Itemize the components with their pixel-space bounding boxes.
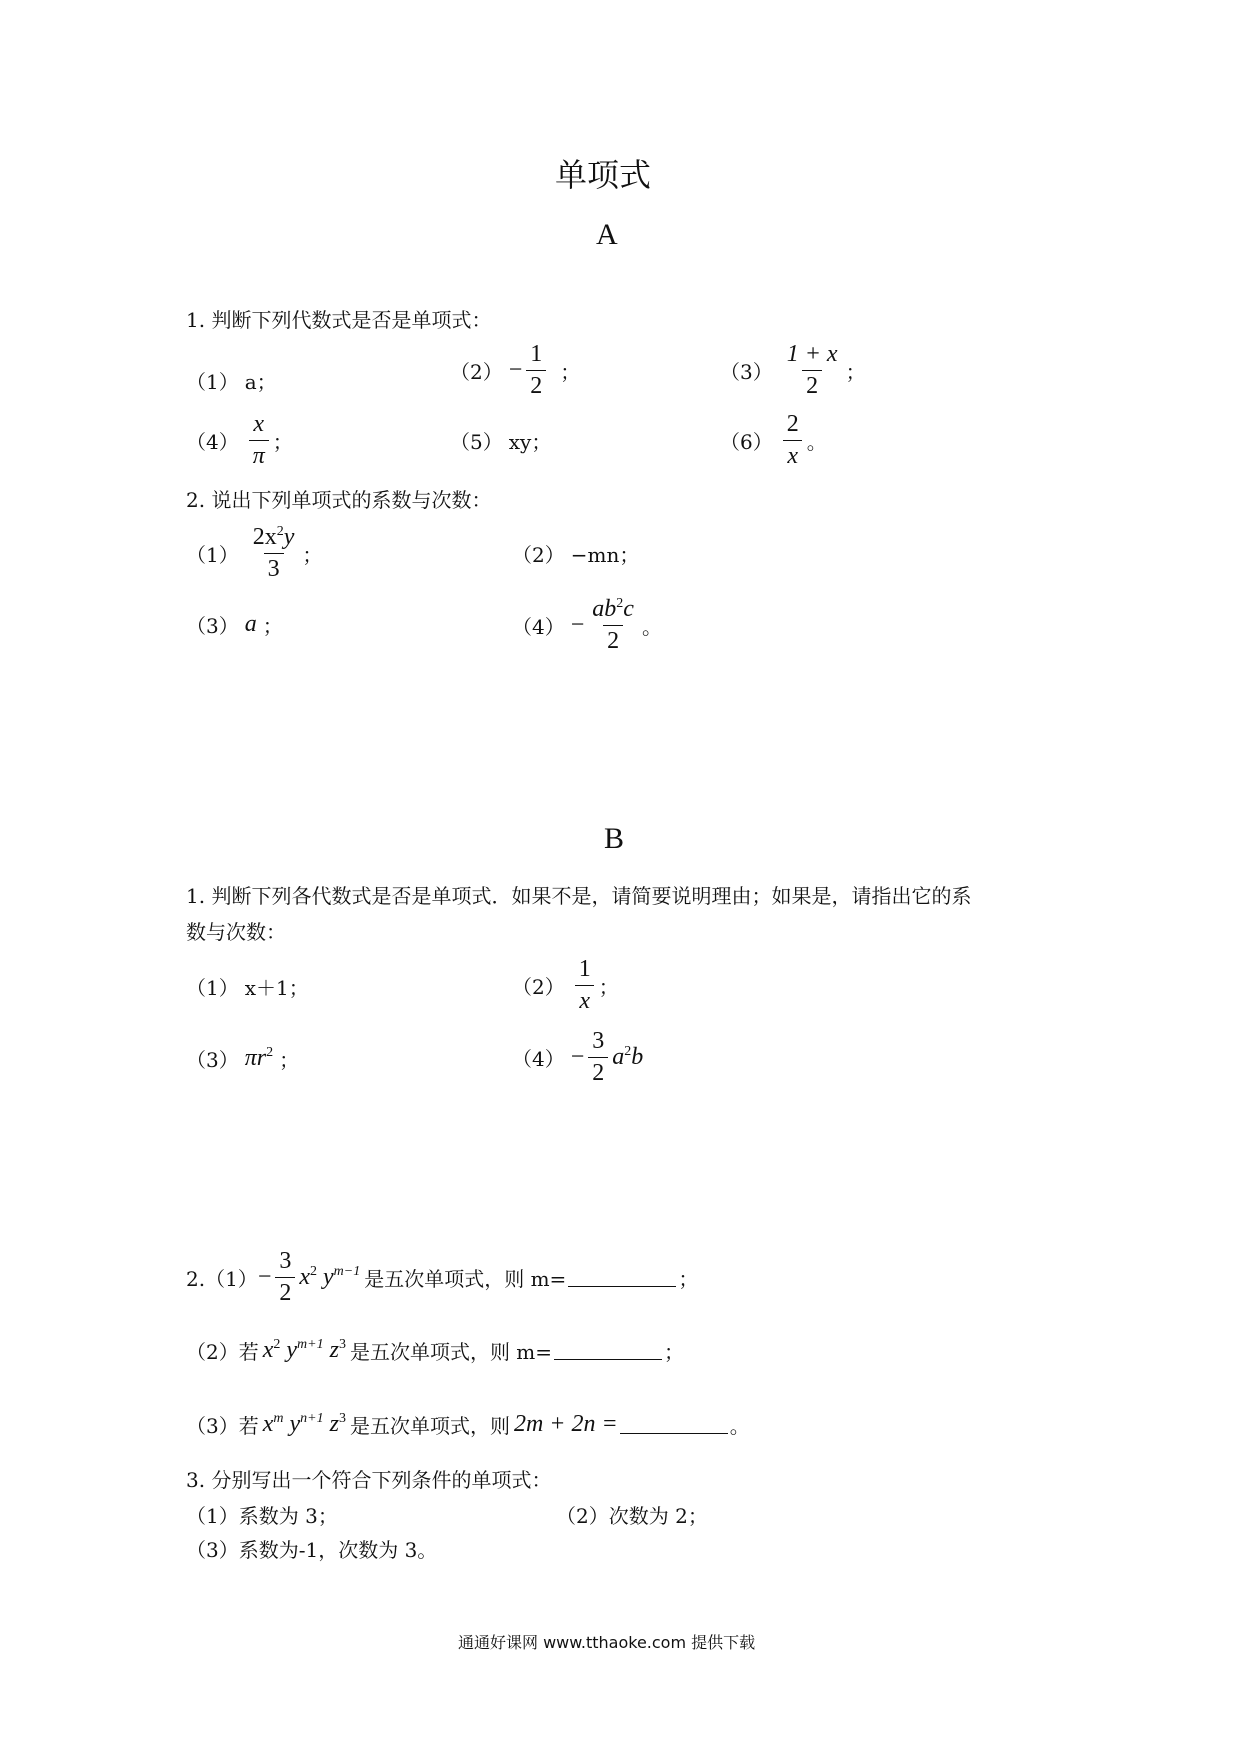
item-label: （1）	[186, 975, 239, 1000]
numerator: 1	[530, 340, 543, 367]
item-expr: −mn；	[570, 542, 640, 567]
denominator: 2	[275, 1277, 295, 1307]
item-text: 次数为 2；	[608, 1504, 708, 1528]
item-tail: ；	[598, 974, 619, 999]
item-tail: ；	[845, 359, 866, 384]
numerator: 2	[786, 410, 799, 437]
item-text: 系数为 3；	[238, 1504, 338, 1528]
item-label: （4）	[186, 429, 239, 454]
denominator: 2	[526, 370, 546, 400]
numerator: $ab^2c$	[592, 595, 634, 622]
item-text: 是五次单项式，则 m=	[364, 1266, 567, 1291]
a-q1-item-5	[450, 410, 551, 470]
item-label: （2）	[512, 974, 565, 999]
item-text: 是五次单项式，则 m=	[349, 1339, 553, 1364]
item-label: （1）	[186, 1504, 239, 1528]
a-q2-item-3	[186, 606, 283, 642]
item-label: （3）若	[186, 1413, 259, 1438]
minus-sign: −	[570, 1043, 585, 1070]
item-label: （3）	[186, 613, 239, 638]
item-label: （3）	[186, 1047, 239, 1072]
item-expr: $x^m$ $y^{n+1}$ $z^3$	[262, 1410, 346, 1437]
fraction	[588, 596, 638, 655]
item-label: 2.（1）	[186, 1266, 258, 1291]
answer-blank[interactable]	[620, 1415, 728, 1434]
item-label: （1）	[186, 542, 239, 567]
numerator: x	[253, 410, 265, 437]
numerator: $2x^2y$	[252, 523, 295, 550]
item-expr: $a^2b$	[612, 1043, 644, 1070]
b-q1-item-3	[186, 1038, 299, 1078]
a-q1-item-1	[186, 345, 277, 415]
a-q2-item-2	[512, 535, 639, 571]
b-q3-item-1	[186, 1500, 338, 1529]
item-tail: ；	[279, 1047, 300, 1072]
b-q1-prompt-line2: 数与次数：	[186, 920, 286, 944]
minus-sign: −	[257, 1263, 272, 1290]
footer-text: 通通好课网 www.tthaoke.com 提供下载	[458, 1633, 756, 1652]
item-label: （4）	[512, 614, 565, 639]
numerator: 1 + x	[786, 340, 838, 367]
item-label: （6）	[720, 429, 773, 454]
item-label: （2）若	[186, 1339, 259, 1364]
fraction	[249, 411, 269, 470]
fraction	[526, 341, 546, 400]
minus-sign: −	[570, 611, 585, 638]
a-q1-item-3	[720, 340, 866, 400]
item-expr: $x^2$ $y^{m-1}$	[299, 1263, 361, 1290]
fraction	[783, 341, 842, 400]
a-q2-item-1	[186, 520, 322, 586]
item-tail: 。	[641, 614, 662, 639]
item-label: （4）	[512, 1046, 565, 1071]
answer-blank[interactable]	[554, 1341, 662, 1360]
a-q2-item-4	[512, 592, 662, 658]
denominator: π	[249, 440, 269, 470]
b-q1-item-4	[512, 1024, 643, 1090]
item-tail: ；	[664, 1339, 685, 1364]
item-tail: ；	[678, 1266, 699, 1291]
numerator: 1	[578, 955, 591, 982]
item-expr: $x^2$ $y^{m+1}$ $z^3$	[262, 1336, 346, 1363]
a-q1-item-6	[720, 410, 827, 470]
b-q2-item-2	[186, 1330, 684, 1370]
item-label: （1）	[186, 369, 239, 394]
item-tail: 。	[806, 429, 827, 454]
item-expr: x＋1；	[244, 975, 309, 1000]
b-q3-item-3	[186, 1534, 437, 1563]
b-q1-item-2	[512, 952, 619, 1018]
denominator: 2	[603, 625, 623, 655]
item-tail: 。	[729, 1413, 750, 1438]
item-label: （3）	[186, 1538, 239, 1562]
item-tail: ；	[262, 613, 283, 638]
denominator: 2	[588, 1057, 608, 1087]
fraction	[575, 956, 595, 1015]
section-b-heading: B	[604, 822, 625, 855]
denominator: 3	[264, 553, 284, 583]
item-expr: xy；	[508, 429, 552, 454]
b-q3-prompt: 3. 分别写出一个符合下列条件的单项式：	[186, 1468, 552, 1492]
b-q2-item-1	[186, 1244, 698, 1310]
item-equation: 2m + 2n =	[513, 1410, 618, 1437]
item-label: （2）	[512, 542, 565, 567]
a-q1-item-2	[450, 340, 580, 400]
page-title: 单项式	[555, 156, 652, 194]
item-label: （5）	[450, 429, 503, 454]
fraction	[588, 1028, 608, 1087]
denominator: x	[575, 985, 594, 1015]
b-q1-item-1	[186, 966, 309, 1006]
item-tail: ；	[272, 429, 293, 454]
item-tail: ；	[560, 359, 581, 384]
minus-sign: −	[508, 356, 523, 383]
section-a-heading: A	[596, 218, 618, 251]
fraction	[783, 411, 803, 470]
item-expr: $\pi r^2$	[244, 1044, 274, 1071]
denominator: 2	[802, 370, 822, 400]
fraction	[275, 1248, 295, 1307]
b-q3-item-2	[556, 1500, 708, 1529]
numerator: 3	[279, 1247, 292, 1274]
a-q1-item-4	[186, 410, 293, 470]
item-text: 系数为-1，次数为 3。	[238, 1538, 438, 1562]
a-q1-prompt: 1. 判断下列代数式是否是单项式：	[186, 308, 492, 332]
a-q2-prompt: 2. 说出下列单项式的系数与次数：	[186, 488, 492, 512]
item-expr: a	[244, 610, 257, 637]
item-label: （2）	[450, 359, 503, 384]
answer-blank[interactable]	[568, 1268, 676, 1287]
item-text: 是五次单项式，则	[349, 1413, 510, 1438]
item-expr: a；	[244, 369, 277, 394]
b-q1-prompt-line1: 1. 判断下列各代数式是否是单项式．如果不是，请简要说明理由；如果是，请指出它的系	[186, 884, 972, 908]
item-label: （2）	[556, 1504, 609, 1528]
item-label: （3）	[720, 359, 773, 384]
b-q2-item-3	[186, 1404, 750, 1444]
numerator: 3	[592, 1027, 605, 1054]
denominator: x	[783, 440, 802, 470]
fraction	[249, 524, 299, 583]
item-tail: ；	[302, 542, 323, 567]
